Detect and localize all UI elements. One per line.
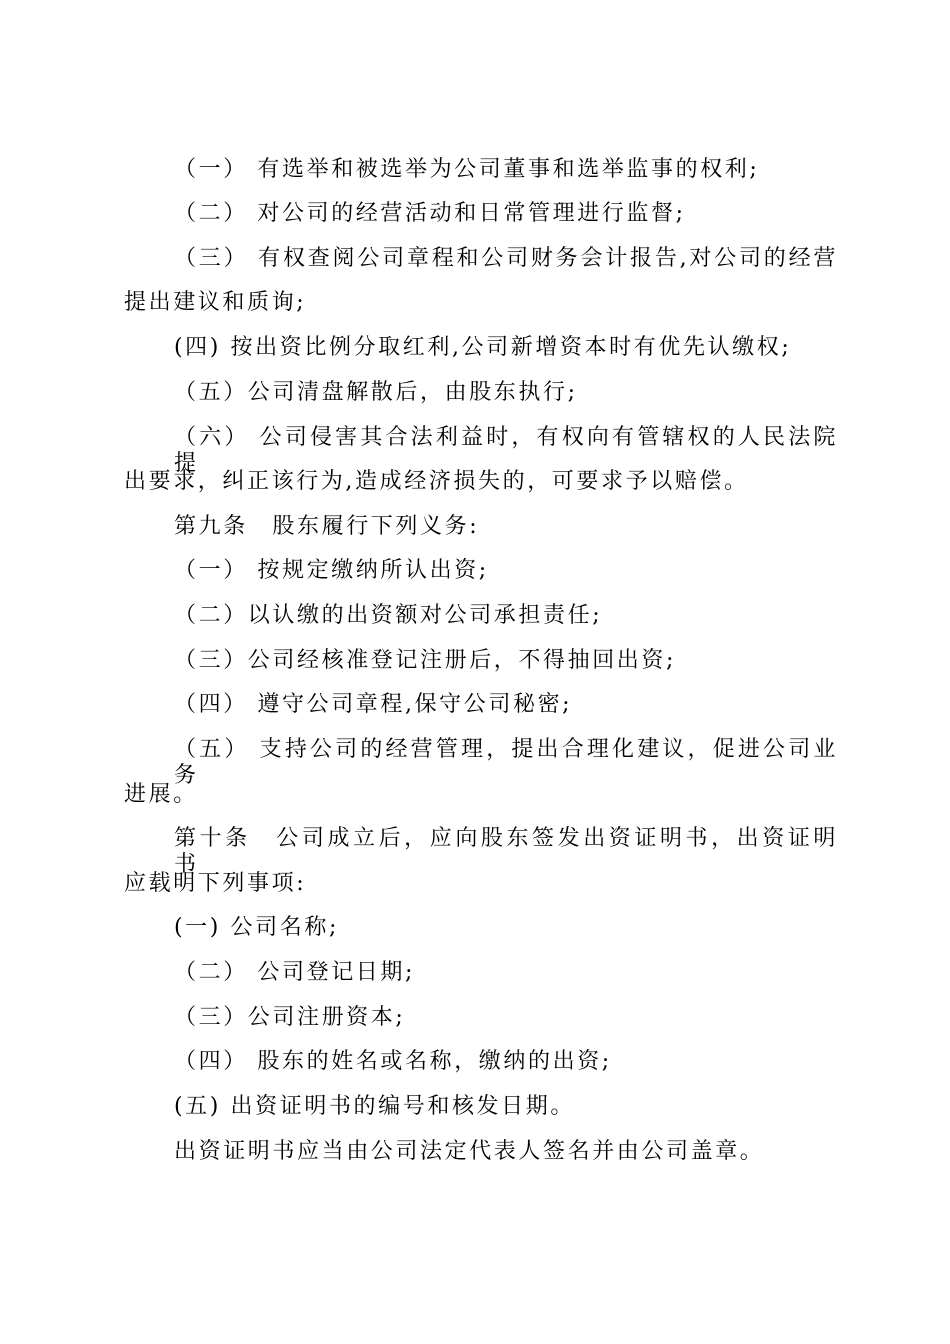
- text-line-1: （一） 有选举和被选举为公司董事和选举监事的权利;: [174, 157, 760, 182]
- text-line-15: 进展。: [124, 782, 198, 807]
- text-line-18: (一) 公司名称;: [174, 915, 339, 940]
- text-line-12: （三）公司经核准登记注册后，不得抽回出资;: [174, 648, 677, 673]
- text-line-13: （四） 遵守公司章程,保守公司秘密;: [174, 692, 573, 717]
- text-line-11: （二）以认缴的出资额对公司承担责任;: [174, 603, 603, 628]
- text-line-6: （五）公司清盘解散后，由股东执行;: [174, 380, 578, 405]
- article-10-heading: 第十条 公司成立后，应向股东签发出资证明书，出资证明书: [174, 826, 838, 877]
- text-line-2: （二） 对公司的经营活动和日常管理进行监督;: [174, 201, 686, 226]
- text-line-23: 出资证明书应当由公司法定代表人签名并由公司盖章。: [174, 1139, 765, 1164]
- text-line-22: (五) 出资证明书的编号和核发日期。: [174, 1094, 575, 1119]
- text-line-8: 出要求，纠正该行为,造成经济损失的，可要求予以赔偿。: [124, 469, 749, 494]
- text-line-21: （四） 股东的姓名或名称，缴纳的出资;: [174, 1049, 612, 1074]
- text-line-20: （三）公司注册资本;: [174, 1005, 406, 1030]
- text-line-14: （五） 支持公司的经营管理，提出合理化建议，促进公司业务: [174, 737, 838, 788]
- text-line-7: （六） 公司侵害其合法利益时，有权向有管辖权的人民法院提: [174, 425, 838, 476]
- text-line-19: （二） 公司登记日期;: [174, 960, 416, 985]
- text-line-3: （三） 有权查阅公司章程和公司财务会计报告,对公司的经营: [174, 246, 838, 271]
- text-line-17: 应载明下列事项:: [124, 871, 307, 896]
- text-line-5: (四) 按出资比例分取红利,公司新增资本时有优先认缴权;: [174, 335, 792, 360]
- text-line-4: 提出建议和质询;: [124, 290, 307, 315]
- text-line-10: （一） 按规定缴纳所认出资;: [174, 558, 489, 583]
- article-9-heading: 第九条 股东履行下列义务:: [174, 514, 480, 539]
